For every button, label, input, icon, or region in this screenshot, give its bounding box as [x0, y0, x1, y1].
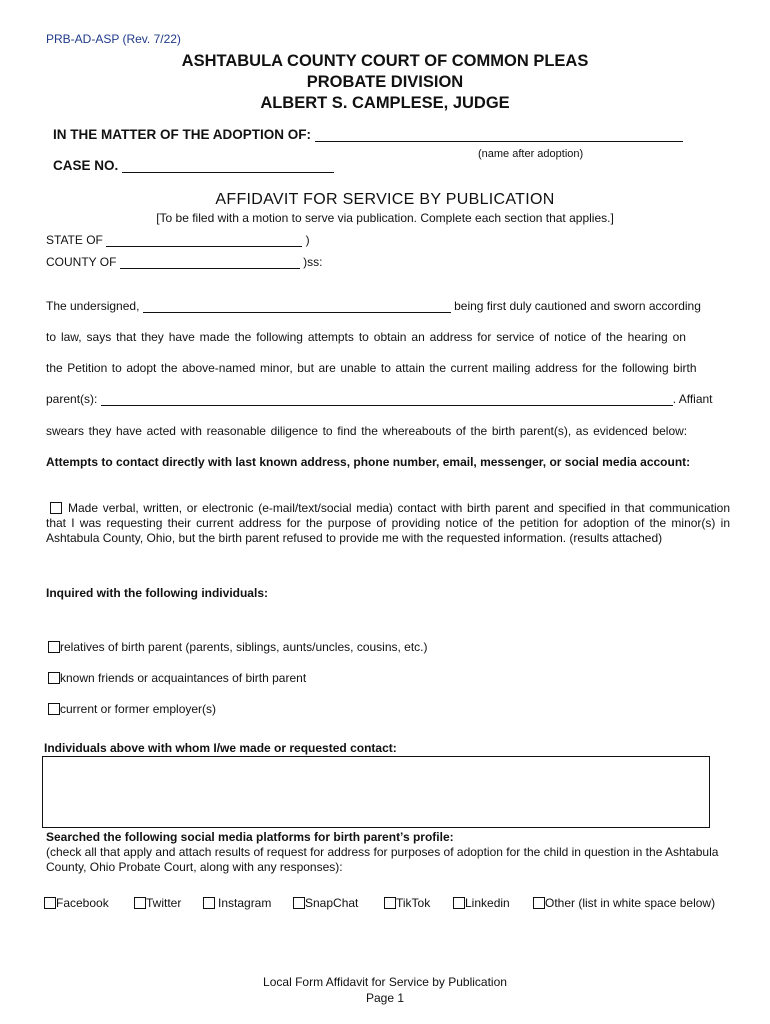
- direct-contact-checkbox[interactable]: [50, 502, 62, 514]
- social-heading: Searched the following social media platforms for birth parent’s profile:: [46, 830, 454, 844]
- inquired-item-employers: [48, 702, 216, 716]
- body-line-4: [46, 392, 713, 406]
- county-label: COUNTY OF: [46, 255, 117, 269]
- court-name: ASHTABULA COUNTY COURT OF COMMON PLEAS: [181, 52, 589, 70]
- linkedin-label: Linkedin: [465, 896, 510, 910]
- attempts-heading: Attempts to contact directly with last known address, phone number, email, messenger, or social media account:: [46, 455, 691, 469]
- contact-text-box[interactable]: [42, 756, 710, 828]
- footer-form-name: Local Form Affidavit for Service by Publication: [263, 975, 507, 989]
- birth-parents-field[interactable]: [101, 393, 673, 406]
- county-field[interactable]: [120, 256, 300, 269]
- name-after-adoption-note: (name after adoption): [478, 148, 584, 160]
- tiktok-label: TikTok: [396, 896, 431, 910]
- twitter-checkbox[interactable]: [134, 897, 146, 909]
- undersigned-field[interactable]: [143, 300, 451, 313]
- social-facebook: [44, 896, 109, 910]
- matter-row: [53, 127, 683, 142]
- facebook-label: Facebook: [56, 896, 109, 910]
- contact-heading: Individuals above with whom I/we made or requested contact:: [44, 741, 397, 755]
- affidavit-subtitle: [To be filed with a motion to serve via publication. Complete each section that applies.]: [156, 211, 614, 225]
- state-field[interactable]: [106, 234, 302, 247]
- state-bracket: ): [305, 233, 310, 247]
- friends-checkbox[interactable]: [48, 672, 60, 684]
- other-checkbox[interactable]: [533, 897, 545, 909]
- affidavit-title: AFFIDAVIT FOR SERVICE BY PUBLICATION: [215, 191, 555, 208]
- form-id: PRB-AD-ASP (Rev. 7/22): [46, 32, 181, 46]
- county-row: [46, 255, 322, 269]
- inquired-item-relatives: [48, 640, 428, 654]
- facebook-checkbox[interactable]: [44, 897, 56, 909]
- social-tiktok: [384, 896, 430, 910]
- case-number-field[interactable]: [122, 158, 334, 173]
- instagram-checkbox[interactable]: [203, 897, 215, 909]
- adoption-name-field[interactable]: [315, 127, 683, 142]
- body-line-5: swears they have acted with reasonable diligence to find the whereabouts of the birth parent(s), as evidenced below:: [46, 424, 688, 438]
- employers-checkbox[interactable]: [48, 703, 60, 715]
- social-instructions: (check all that apply and attach results of request for address for purposes of adoption for the child in question in the Ashtabula County, Ohio Probate Court, along with any responses):: [46, 845, 719, 874]
- friends-label: known friends or acquaintances of birth parent: [60, 671, 307, 685]
- division-name: PROBATE DIVISION: [306, 73, 464, 91]
- direct-contact-text: Made verbal, written, or electronic (e-mail/text/social media) contact with birth parent and specified in that communication that I was requesting their current address for the purpose of providing notice of the petition for adoption of the minor(s) in Ashtabula County, Ohio, but the birth parent refused to provide me with the requested information. (results attached): [46, 501, 730, 545]
- snapchat-checkbox[interactable]: [293, 897, 305, 909]
- state-row: [46, 233, 310, 247]
- state-label: STATE OF: [46, 233, 103, 247]
- county-ss: )ss:: [303, 255, 323, 269]
- judge-name: ALBERT S. CAMPLESE, JUDGE: [260, 94, 510, 112]
- inquired-item-friends: [48, 671, 306, 685]
- social-linkedin: [453, 896, 510, 910]
- employers-label: current or former employer(s): [60, 702, 217, 716]
- body-line-2: to law, says that they have made the following attempts to obtain an address for service of notice of the hearing on: [46, 330, 686, 344]
- case-label: CASE NO.: [53, 158, 119, 173]
- twitter-label: Twitter: [146, 896, 182, 910]
- relatives-checkbox[interactable]: [48, 641, 60, 653]
- snapchat-label: SnapChat: [305, 896, 359, 910]
- instagram-label: Instagram: [218, 896, 272, 910]
- relatives-label: relatives of birth parent (parents, siblings, aunts/uncles, cousins, etc.): [60, 640, 428, 654]
- tiktok-checkbox[interactable]: [384, 897, 396, 909]
- footer-page-number: Page 1: [365, 991, 405, 1005]
- linkedin-checkbox[interactable]: [453, 897, 465, 909]
- body-line-3: the Petition to adopt the above-named minor, but are unable to attain the current mailing address for the following birth: [46, 361, 697, 375]
- social-twitter: [134, 896, 181, 910]
- other-label: Other (list in white space below): [545, 896, 716, 910]
- parents-label: parent(s):: [46, 392, 98, 406]
- affiant-text: . Affiant: [672, 392, 713, 406]
- direct-contact-paragraph: [46, 501, 730, 546]
- social-snapchat: [293, 896, 358, 910]
- social-other: [533, 896, 715, 910]
- body-line-1: [46, 299, 701, 313]
- matter-label: IN THE MATTER OF THE ADOPTION OF:: [53, 127, 311, 142]
- case-row: [53, 158, 334, 173]
- inquired-heading: Inquired with the following individuals:: [46, 586, 268, 600]
- undersigned-label: The undersigned,: [46, 299, 140, 313]
- social-instagram: [203, 896, 271, 910]
- sworn-text: being first duly cautioned and sworn according: [454, 299, 701, 313]
